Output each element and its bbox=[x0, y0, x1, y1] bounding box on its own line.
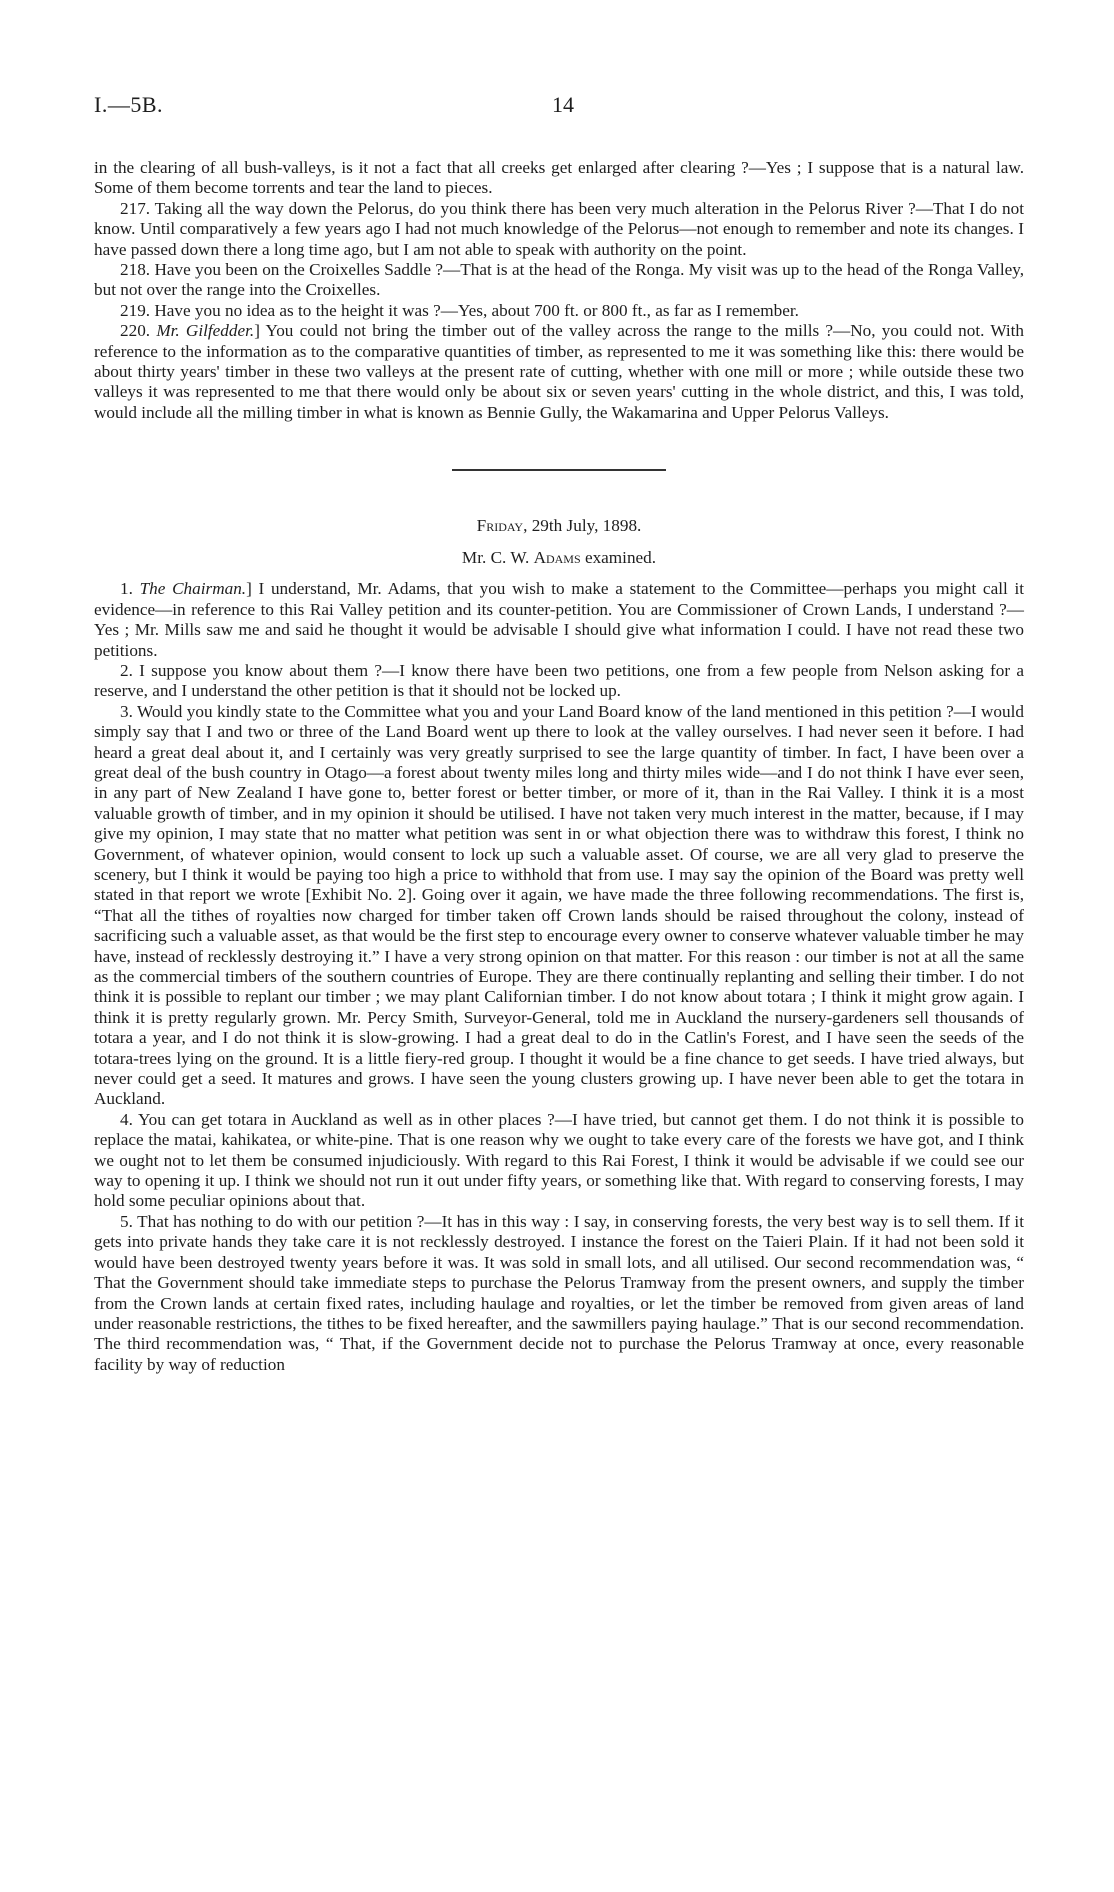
paragraph-text: ] I understand, Mr. Adams, that you wish to make a statement to the Committee—perhaps you might call it evidence—in reference to this Rai Valley petition and its counter-petition. You are Commissioner of Crown Lands, I understand ?—Yes ; Mr. Mills saw me and said he thought it would be advisable I should give what information I could. I have not read these two petitions. bbox=[94, 579, 1024, 660]
speaker-name: The Chairman. bbox=[139, 579, 247, 599]
question-number: 1. bbox=[120, 579, 140, 599]
paragraph-continuation: in the clearing of all bush-valleys, is it not a fact that all creeks get enlarged after clearing ?—Yes ; I suppose that is a natural law. Some of them become torrents and tear the land to pieces. bbox=[94, 158, 1024, 198]
date-day: Friday bbox=[476, 516, 524, 536]
witness-prefix: Mr. C. W. bbox=[461, 548, 534, 568]
speaker-name: Mr. Gilfedder. bbox=[156, 321, 255, 341]
sitting-date bbox=[94, 515, 1024, 537]
paragraph-3: 3. Would you kindly state to the Committee what you and your Land Board know of the land mentioned in this petition ?—I would simply say that I and two or three of the Land Board went up there to look at the valley ourselves. I had never seen it before. I had heard a great deal about it, and I certainly was very greatly surprised to see the large quantity of timber. In fact, I have been over a great deal of the bush country in Otago—a forest about twenty miles long and thirty miles wide—and I do not think I have ever seen, in any part of New Zealand I have gone to, better forest or better timber, or more of it, than in the Rai Valley. I think it is a most valuable growth of timber, and in my opinion it should be utilised. I have not taken very much interest in the matter, because, if I may give my opinion, I may state that no matter what petition was sent in or what objection there was to withdraw this forest, I think no Government, of whatever opinion, would consent to lock up such a valuable asset. Of course, we are all very glad to preserve the scenery, but I think it would be paying too high a price to withhold that from use. I may say the opinion of the Board was pretty well stated in that report we wrote [Exhibit No. 2]. Going over it again, we have made the three following recommendations. The first is, “That all the tithes of royalties now charged for timber taken off Crown lands should be raised throughout the colony, instead of sacrificing such a valuable asset, as that would be the first step to encourage every owner to conserve whatever valuable timber he may have, instead of recklessly destroying it.” I have a very strong opinion on that matter. For this reason : our timber is not at all the same as the commercial timbers of the southern countries of Europe. They are there continually replanting and selling their timber. I do not think it is possible to replant our timber ; we may plant Californian timber. I do not know about totara ; I think it might grow again. I think it is pretty regularly grown. Mr. Percy Smith, Surveyor-General, told me in Auckland the nursery-gardeners sell thousands of totara a year, and I do not think it is slow-growing. I had a great deal to do in the Catlin's Forest, and I have seen the seeds of the totara-trees lying on the ground. It is a little fiery-red group. I thought it would be a fine chance to get seeds. I have tried always, but never could get a seed. It matures and grows. I have seen the young clusters growing up. I have never been able to get the totara in Auckland. bbox=[94, 701, 1024, 1109]
page-body bbox=[94, 158, 1024, 1375]
paragraph-1 bbox=[94, 579, 1024, 661]
paragraph-218: 218. Have you been on the Croixelles Saddle ?—That is at the head of the Ronga. My visit was up to the head of the Ronga Valley, but not over the range into the Croixelles. bbox=[94, 260, 1024, 300]
date-rest: , 29th July, 1898. bbox=[523, 516, 642, 536]
paragraph-2: 2. I suppose you know about them ?—I know there have been two petitions, one from a few people from Nelson asking for a reserve, and I understand the other petition is that it should not be locked up. bbox=[94, 660, 1024, 701]
question-number: 220. bbox=[120, 321, 157, 341]
paragraph-text: ] You could not bring the timber out of the valley across the range to the mills ?—No, you could not. With reference to the information as to the comparative quantities of timber, as represented to me it was something like this: there would be about thirty years' timber in these two valleys at the present rate of cutting, whether with one mill or more ; while outside these two valleys it was represented to me that there would only be about six or seven years' cutting in the whole district, and this, I was told, would include all the milling timber in what is known as Bennie Gully, the Wakamarina and Upper Pelorus Valleys. bbox=[94, 321, 1025, 422]
document-reference: I.—5B. bbox=[94, 92, 163, 117]
paragraph-4: 4. You can get totara in Auckland as well as in other places ?—I have tried, but cannot get them. I do not think it is possible to replace the matai, kahikatea, or white-pine. That is one reason why we ought to take every care of the forests we have got, and I think we ought not to let them be consumed injudiciously. With regard to this Rai Forest, I think it would be advisable if we could see our way to opening it up. I think we should not run it out under fifty years, or something like that. With regard to conserving forests, I may hold some peculiar opinions about that. bbox=[94, 1109, 1024, 1211]
paragraph-5: 5. That has nothing to do with our petition ?—It has in this way : I say, in conserving forests, the very best way is to sell them. If it gets into private hands they take care it is not recklessly destroyed. I instance the forest on the Taieri Plain. If it had not been sold it would have been destroyed twenty years before it was. It was sold in small lots, and all utilised. Our second recommendation was, “ That the Government should take immediate steps to purchase the Pelorus Tramway from the present owners, and supply the timber from the Crown lands at certain fixed rates, including haulage and royalties, or let the timber be removed from given areas of land under reasonable restrictions, the tithes to be fixed hereafter, and the sawmillers paying haulage.” That is our second recommendation. The third recommendation was, “ That, if the Government decide not to purchase the Pelorus Tramway at once, every reasonable facility by way of reduction bbox=[94, 1211, 1024, 1374]
paragraph-220 bbox=[94, 321, 1024, 423]
section-divider bbox=[452, 469, 666, 471]
page-number: 14 bbox=[552, 92, 574, 117]
witness-name: Adams bbox=[533, 548, 581, 568]
page-header bbox=[94, 92, 1024, 132]
witness-suffix: examined. bbox=[580, 548, 657, 568]
witness-heading bbox=[94, 547, 1024, 569]
paragraph-219: 219. Have you no idea as to the height it was ?—Yes, about 700 ft. or 800 ft., as far as I remember. bbox=[120, 300, 799, 320]
paragraph-217: 217. Taking all the way down the Pelorus, do you think there has been very much alteration in the Pelorus River ?—That I do not know. Until comparatively a few years ago I had not much knowledge of the Pelorus—not enough to remember and note its changes. I have passed down there a long time ago, but I am not able to speak with authority on the point. bbox=[94, 198, 1024, 259]
